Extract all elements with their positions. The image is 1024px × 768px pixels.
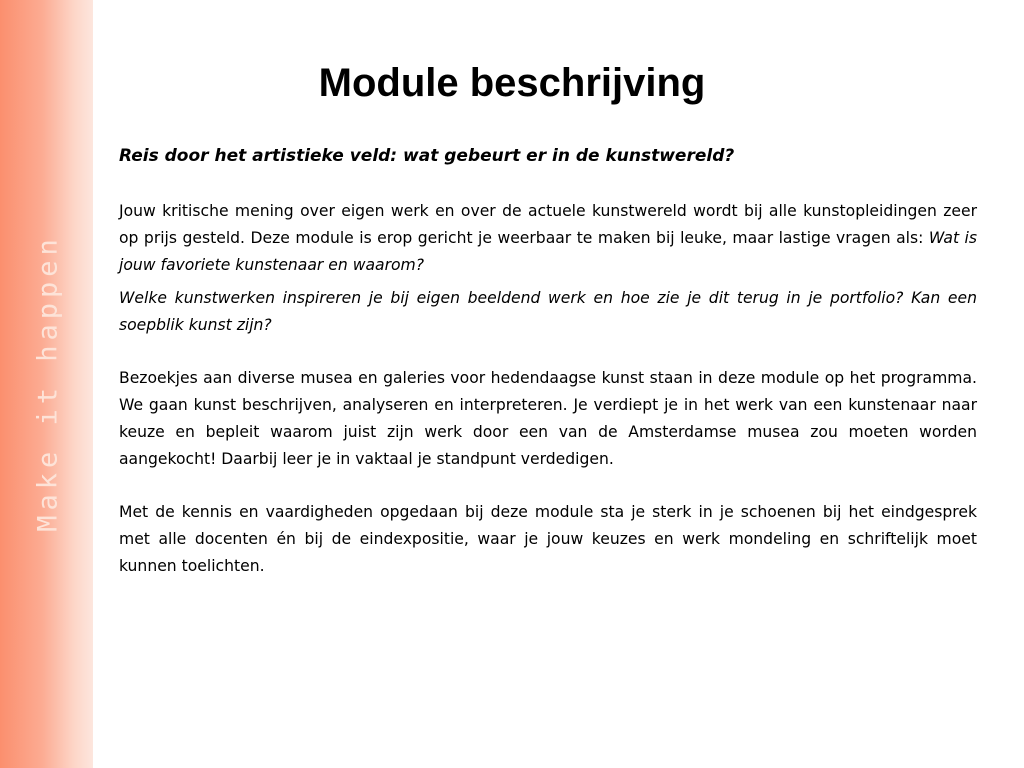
content-body	[119, 140, 977, 580]
paragraph-intro-text: Jouw kritische mening over eigen werk en over de actuele kunstwereld wordt bij alle kunstopleidingen zeer op prijs gesteld. Deze module is erop gericht je weerbaar te maken bij leuke, maar lastige vragen als:	[119, 202, 977, 247]
subtitle: Reis door het artistieke veld: wat gebeurt er in de kunstwereld?	[119, 146, 735, 166]
paragraph-questions-text: Welke kunstwerken inspireren je bij eigen beeldend werk en hoe zie je dit terug in je portfolio? Kan een soepblik kunst zijn?	[119, 289, 977, 334]
side-band	[0, 0, 93, 768]
paragraph-intro-question: Wat is jouw favoriete kunstenaar en waarom?	[119, 229, 977, 274]
page-title: Module beschrijving	[318, 61, 706, 105]
paragraph-museum-visits: Bezoekjes aan diverse musea en galeries voor hedendaagse kunst staan in deze module op het programma. We gaan kunst beschrijven, analyseren en interpreteren. Je verdiept je in het werk van een kunstenaar naar keuze en bepleit waarom juist zijn werk door een van de Amsterdamse musea zou moeten worden aangekocht! Daarbij leer je in vaktaal je standpunt verdedigen.	[119, 369, 977, 468]
paragraph-questions	[119, 285, 977, 339]
sidebar-tagline: Make it happen	[32, 234, 64, 532]
paragraph-intro	[119, 198, 977, 279]
paragraph-final-interview: Met de kennis en vaardigheden opgedaan bij deze module sta je sterk in je schoenen bij het eindgesprek met alle docenten én bij de eindexpositie, waar je jouw keuzes en werk mondeling en schriftelijk moet kunnen toelichten.	[119, 503, 977, 575]
